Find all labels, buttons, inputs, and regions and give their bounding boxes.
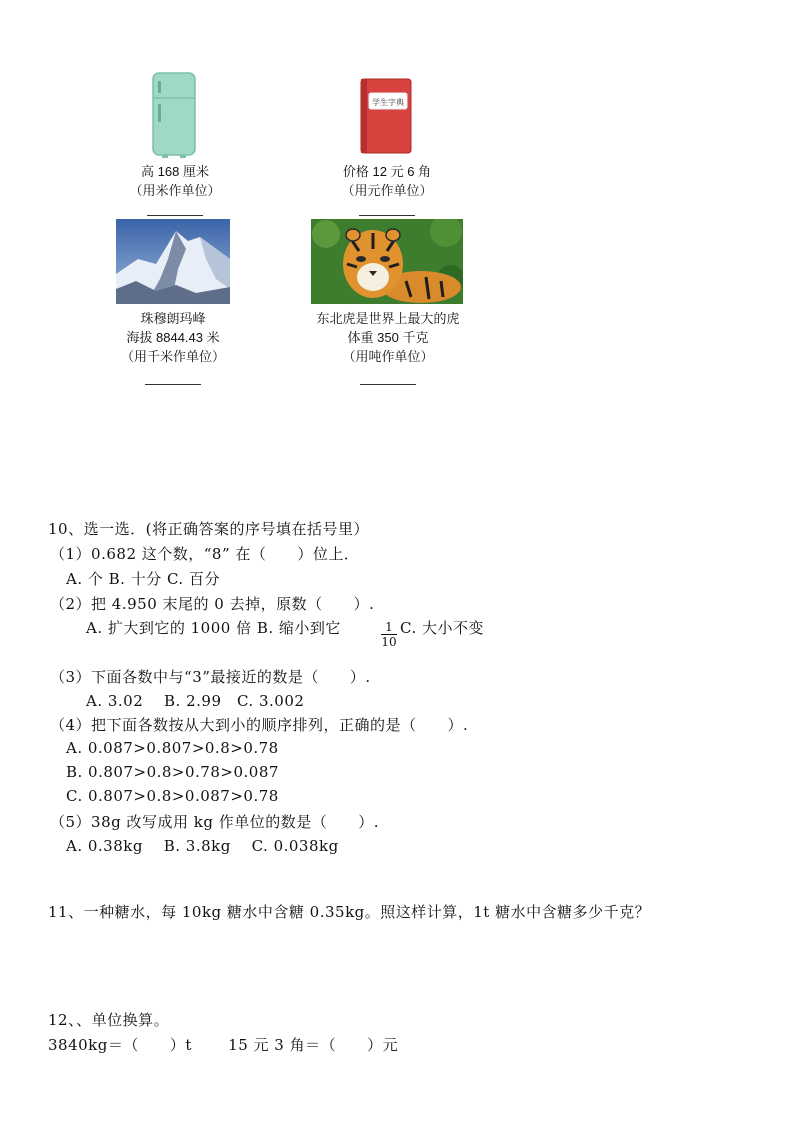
dictionary-image bbox=[360, 78, 412, 154]
q10-part4-option-b: B. 0.807>0.8>0.78>0.087 bbox=[66, 763, 279, 781]
q10-part2-options-c: C. 大小不变 bbox=[400, 619, 484, 637]
q10-part2-options-a: A. 扩大到它的 1000 倍 B. 缩小到它 bbox=[86, 619, 341, 637]
q10-part5-options: A. 0.38kg B. 3.8kg C. 0.038kg bbox=[66, 837, 339, 855]
q10-part1-options: A. 个 B. 十分 C. 百分 bbox=[66, 570, 220, 588]
fraction-one-tenth: 1 10 bbox=[381, 620, 397, 649]
dictionary-caption: 价格 12 元 6 角 （用元作单位） bbox=[341, 164, 433, 198]
fridge-caption: 高 168 厘米 （用米作单位） bbox=[129, 164, 221, 198]
q10-part5: （5）38g 改写成用 kg 作单位的数是（ ）. bbox=[50, 813, 379, 831]
refrigerator-image bbox=[150, 72, 198, 158]
q12-title: 12、、单位换算。 bbox=[48, 1011, 170, 1029]
q10-part3: （3）下面各数中与“3”最接近的数是（ ）. bbox=[50, 668, 371, 686]
q10-part4: （4）把下面各数按从大到小的顺序排列，正确的是（ ）. bbox=[50, 716, 469, 734]
answer-blank-fridge[interactable] bbox=[147, 215, 203, 216]
tiger-image bbox=[311, 219, 463, 304]
mountain-caption: 珠穆朗玛峰 海拔 8844.43 米 （用千米作单位） bbox=[120, 311, 225, 364]
q12-conversion-line: 3840kg＝（ ）t 15 元 3 角＝（ ）元 bbox=[48, 1036, 399, 1054]
tiger-caption: 东北虎是世界上最大的虎 体重 350 千克 （用吨作单位） bbox=[316, 311, 460, 364]
q10-title: 10、选一选．(将正确答案的序号填在括号里） bbox=[48, 520, 369, 538]
q11-text: 11、一种糖水，每 10kg 糖水中含糖 0.35kg。照这样计算，1t 糖水中含糖多少千克？ bbox=[48, 903, 651, 921]
answer-blank-dictionary[interactable] bbox=[359, 215, 415, 216]
q10-part3-options: A. 3.02 B. 2.99 C. 3.002 bbox=[86, 692, 305, 710]
dictionary-label: 学生字典 bbox=[372, 98, 404, 107]
q10-part4-option-a: A. 0.087>0.807>0.8>0.78 bbox=[66, 739, 279, 757]
q10-part2: （2）把 4.950 末尾的 0 去掉，原数（ ）. bbox=[50, 595, 375, 613]
answer-blank-mountain[interactable] bbox=[145, 384, 201, 385]
mountain-image bbox=[116, 219, 230, 304]
answer-blank-tiger[interactable] bbox=[360, 384, 416, 385]
q10-part4-option-c: C. 0.807>0.8>0.087>0.78 bbox=[66, 787, 279, 805]
q10-part1: （1）0.682 这个数，“8” 在（ ）位上． bbox=[50, 545, 360, 563]
